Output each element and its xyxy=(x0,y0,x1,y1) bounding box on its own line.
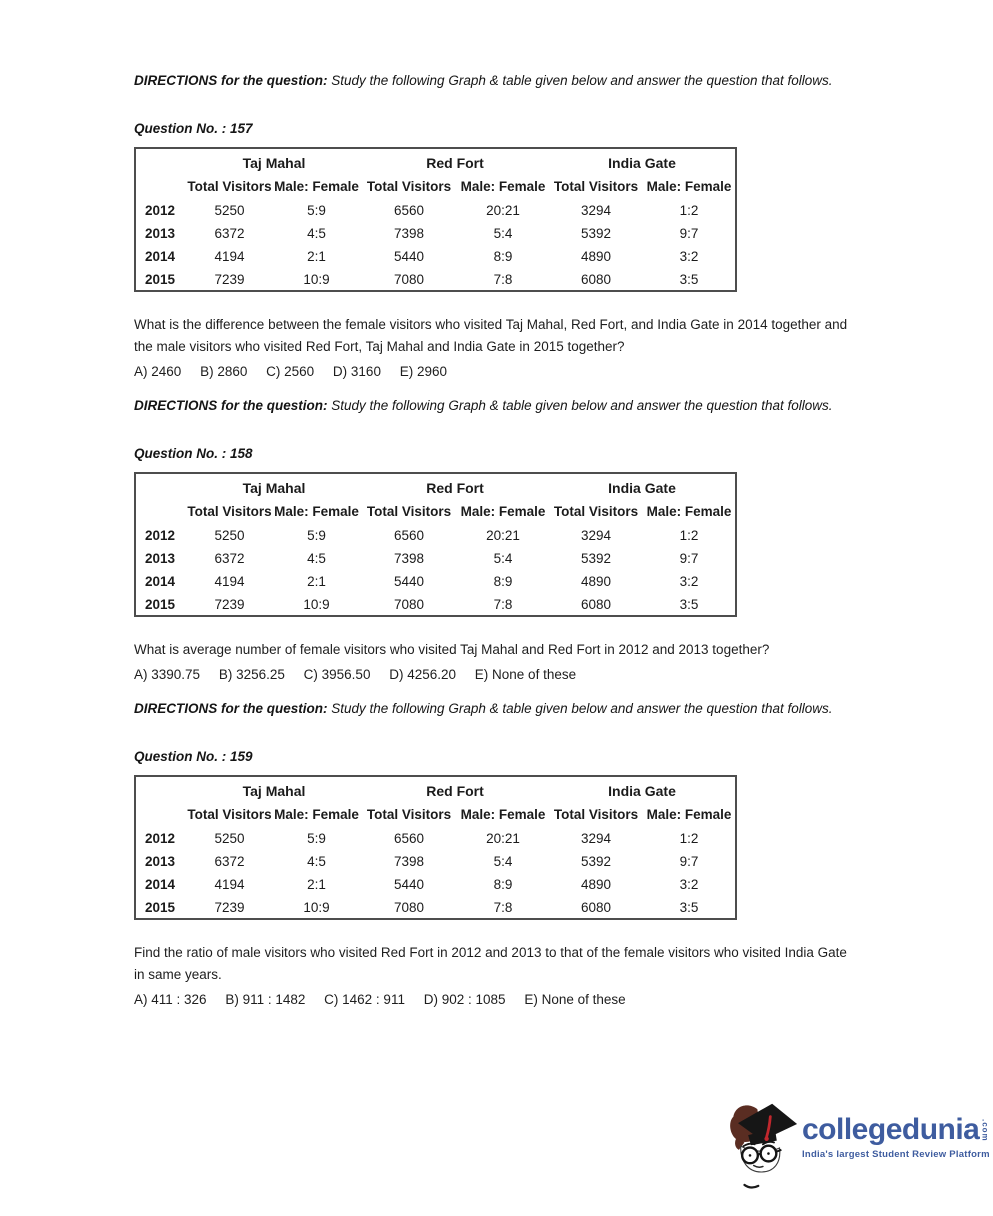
option-b: B) 2860 xyxy=(200,364,248,379)
value-cell: 5250 xyxy=(214,528,245,543)
question-number-label: Question No. : 159 xyxy=(134,749,253,764)
subheader-total-visitors: Total Visitors xyxy=(366,179,452,194)
subheader-male-female: Male: Female xyxy=(646,807,732,822)
directions-line xyxy=(134,73,880,89)
value-cell: 20:21 xyxy=(486,203,520,218)
answer-options xyxy=(134,364,880,380)
directions-text: Study the following Graph & table given below and answer the question that follows. xyxy=(327,73,833,88)
subheader-male-female: Male: Female xyxy=(274,504,359,519)
value-cell: 7239 xyxy=(214,271,245,287)
value-cell: 6372 xyxy=(214,551,245,566)
subheader-total-visitors: Total Visitors xyxy=(366,504,452,519)
group-header-red-fort: Red Fort xyxy=(426,783,484,799)
subheader-total-visitors: Total Visitors xyxy=(187,179,272,194)
answer-options xyxy=(134,992,880,1008)
logo-brand-text: collegedunia xyxy=(802,1113,980,1146)
value-cell: 5:4 xyxy=(493,854,513,869)
table-row xyxy=(135,547,736,570)
value-cell: 5:4 xyxy=(493,551,513,566)
table-corner-cell xyxy=(135,174,187,199)
value-cell: 7239 xyxy=(214,899,245,915)
table-row xyxy=(135,222,736,245)
question-section-158 xyxy=(134,398,880,683)
table-row xyxy=(135,850,736,873)
subheader-total-visitors: Total Visitors xyxy=(187,504,272,519)
subheader-total-visitors: Total Visitors xyxy=(553,179,639,194)
visitors-table xyxy=(134,472,737,617)
value-cell: 4194 xyxy=(214,877,245,892)
value-cell: 3:5 xyxy=(679,271,699,287)
value-cell: 7:8 xyxy=(493,596,513,612)
value-cell: 6080 xyxy=(580,596,612,612)
value-cell: 5440 xyxy=(393,877,425,892)
table-row xyxy=(135,593,736,616)
value-cell: 7239 xyxy=(214,596,245,612)
table-subheader-row xyxy=(135,802,736,827)
option-b: B) 3256.25 xyxy=(218,667,285,682)
value-cell: 1:2 xyxy=(679,203,699,218)
year-cell: 2012 xyxy=(145,528,176,543)
value-cell: 7080 xyxy=(393,596,425,612)
option-e: E) None of these xyxy=(524,992,626,1007)
subheader-male-female: Male: Female xyxy=(646,504,732,519)
question-section-159 xyxy=(134,701,880,1008)
value-cell: 5250 xyxy=(214,831,245,846)
visitors-table xyxy=(134,147,737,292)
table-corner-cell xyxy=(135,776,187,802)
value-cell: 7080 xyxy=(393,899,425,915)
value-cell: 4890 xyxy=(580,249,612,264)
question-text: What is average number of female visitors who visited Taj Mahal and Red Fort in 2012 and 2013 together? xyxy=(134,642,770,657)
value-cell: 4890 xyxy=(580,877,612,892)
question-number-label: Question No. : 157 xyxy=(134,121,253,136)
value-cell: 5392 xyxy=(580,226,612,241)
value-cell: 5:4 xyxy=(493,226,513,241)
table-row xyxy=(135,268,736,291)
subheader-male-female: Male: Female xyxy=(460,179,546,194)
year-cell: 2014 xyxy=(145,249,176,264)
subheader-total-visitors: Total Visitors xyxy=(187,807,272,822)
option-e: E) 2960 xyxy=(399,364,448,379)
table-subheader-row xyxy=(135,174,736,199)
value-cell: 3:2 xyxy=(679,249,699,264)
option-e: E) None of these xyxy=(474,667,577,682)
question-number-label: Question No. : 158 xyxy=(134,446,253,461)
value-cell: 4194 xyxy=(214,249,245,264)
value-cell: 3294 xyxy=(580,831,612,846)
value-cell: 7398 xyxy=(393,226,425,241)
value-cell: 6080 xyxy=(580,899,612,915)
option-c: C) 2560 xyxy=(266,364,315,379)
table-row xyxy=(135,199,736,222)
subheader-male-female: Male: Female xyxy=(646,179,732,194)
group-header-red-fort: Red Fort xyxy=(426,155,484,171)
option-a: A) 2460 xyxy=(134,364,182,379)
table-row xyxy=(135,570,736,593)
value-cell: 7:8 xyxy=(493,899,513,915)
collegedunia-mascot-icon xyxy=(726,1100,798,1196)
value-cell: 3:5 xyxy=(679,899,699,915)
subheader-male-female: Male: Female xyxy=(460,504,546,519)
value-cell: 3:2 xyxy=(679,574,699,589)
value-cell: 6372 xyxy=(214,226,245,241)
year-cell: 2014 xyxy=(145,877,176,892)
subheader-total-visitors: Total Visitors xyxy=(553,807,639,822)
directions-label: DIRECTIONS for the question: xyxy=(134,398,328,413)
value-cell: 5:9 xyxy=(307,203,326,218)
value-cell: 5440 xyxy=(393,574,425,589)
value-cell: 5440 xyxy=(393,249,425,264)
directions-line xyxy=(134,701,880,717)
visitors-table xyxy=(134,775,737,920)
table-row xyxy=(135,245,736,268)
value-cell: 6372 xyxy=(214,854,245,869)
option-b: B) 911 : 1482 xyxy=(225,992,306,1007)
group-header-taj-mahal: Taj Mahal xyxy=(242,783,306,799)
logo-tld-text: .com xyxy=(980,1119,990,1142)
table-row xyxy=(135,827,736,850)
year-cell: 2013 xyxy=(145,551,176,566)
table-row xyxy=(135,896,736,919)
subheader-male-female: Male: Female xyxy=(460,807,546,822)
subheader-male-female: Male: Female xyxy=(274,179,359,194)
year-cell: 2013 xyxy=(145,854,176,869)
value-cell: 1:2 xyxy=(679,831,699,846)
option-a: A) 3390.75 xyxy=(134,667,201,682)
directions-label: DIRECTIONS for the question: xyxy=(134,73,328,88)
year-cell: 2015 xyxy=(145,899,176,915)
option-c: C) 1462 : 911 xyxy=(324,992,405,1007)
value-cell: 20:21 xyxy=(486,831,520,846)
value-cell: 2:1 xyxy=(307,574,326,589)
value-cell: 7:8 xyxy=(493,271,513,287)
value-cell: 6560 xyxy=(393,831,425,846)
table-row xyxy=(135,873,736,896)
group-header-india-gate: India Gate xyxy=(608,480,676,496)
value-cell: 5392 xyxy=(580,854,612,869)
value-cell: 8:9 xyxy=(493,877,513,892)
directions-line xyxy=(134,398,880,414)
value-cell: 5250 xyxy=(214,203,245,218)
value-cell: 6560 xyxy=(393,528,425,543)
value-cell: 3294 xyxy=(580,528,612,543)
year-cell: 2013 xyxy=(145,226,176,241)
value-cell: 4:5 xyxy=(307,551,326,566)
value-cell: 10:9 xyxy=(303,899,330,915)
answer-options xyxy=(134,667,880,683)
value-cell: 20:21 xyxy=(486,528,520,543)
directions-text: Study the following Graph & table given below and answer the question that follows. xyxy=(327,398,833,413)
option-d: D) 4256.20 xyxy=(389,667,457,682)
value-cell: 2:1 xyxy=(307,249,326,264)
value-cell: 9:7 xyxy=(679,551,699,566)
value-cell: 5392 xyxy=(580,551,612,566)
value-cell: 4:5 xyxy=(307,854,326,869)
year-cell: 2012 xyxy=(145,203,176,218)
value-cell: 3:2 xyxy=(679,877,699,892)
value-cell: 5:9 xyxy=(307,528,326,543)
table-group-header-row xyxy=(135,473,736,499)
table-group-header-row xyxy=(135,776,736,802)
value-cell: 9:7 xyxy=(679,854,699,869)
year-cell: 2012 xyxy=(145,831,176,846)
subheader-male-female: Male: Female xyxy=(274,807,359,822)
logo-tagline: India's largest Student Review Platform xyxy=(802,1149,990,1160)
value-cell: 6560 xyxy=(393,203,425,218)
table-subheader-row xyxy=(135,499,736,524)
year-cell: 2015 xyxy=(145,271,176,287)
value-cell: 2:1 xyxy=(307,877,326,892)
group-header-taj-mahal: Taj Mahal xyxy=(242,155,306,171)
value-cell: 4:5 xyxy=(307,226,326,241)
value-cell: 4194 xyxy=(214,574,245,589)
directions-label: DIRECTIONS for the question: xyxy=(134,701,328,716)
question-text: Find the ratio of male visitors who visited Red Fort in 2012 and 2013 to that of the female visitors who visited India Gate in same years. xyxy=(134,945,847,982)
value-cell: 7398 xyxy=(393,551,425,566)
table-corner-cell xyxy=(135,499,187,524)
table-corner-cell xyxy=(135,802,187,827)
value-cell: 9:7 xyxy=(679,226,699,241)
value-cell: 8:9 xyxy=(493,249,513,264)
value-cell: 6080 xyxy=(580,271,612,287)
table-corner-cell xyxy=(135,148,187,174)
value-cell: 4890 xyxy=(580,574,612,589)
value-cell: 8:9 xyxy=(493,574,513,589)
group-header-india-gate: India Gate xyxy=(608,155,676,171)
value-cell: 3294 xyxy=(580,203,612,218)
year-cell: 2014 xyxy=(145,574,176,589)
value-cell: 10:9 xyxy=(303,271,330,287)
option-c: C) 3956.50 xyxy=(303,667,371,682)
table-corner-cell xyxy=(135,473,187,499)
directions-text: Study the following Graph & table given below and answer the question that follows. xyxy=(327,701,833,716)
value-cell: 3:5 xyxy=(679,596,699,612)
value-cell: 7398 xyxy=(393,854,425,869)
value-cell: 7080 xyxy=(393,271,425,287)
group-header-red-fort: Red Fort xyxy=(426,480,484,496)
subheader-total-visitors: Total Visitors xyxy=(366,807,452,822)
table-group-header-row xyxy=(135,148,736,174)
question-section-157 xyxy=(134,73,880,380)
option-d: D) 3160 xyxy=(332,364,381,379)
collegedunia-logo xyxy=(726,1100,990,1196)
value-cell: 10:9 xyxy=(303,596,330,612)
table-row xyxy=(135,524,736,547)
value-cell: 5:9 xyxy=(307,831,326,846)
subheader-total-visitors: Total Visitors xyxy=(553,504,639,519)
group-header-taj-mahal: Taj Mahal xyxy=(242,480,306,496)
option-d: D) 902 : 1085 xyxy=(423,992,506,1007)
year-cell: 2015 xyxy=(145,596,176,612)
option-a: A) 411 : 326 xyxy=(134,992,207,1007)
question-text: What is the difference between the female visitors who visited Taj Mahal, Red Fort, and India Gate in 2014 together and the male visitors who visited Red Fort, Taj Mahal and India Gate in 2015 together? xyxy=(134,317,848,354)
group-header-india-gate: India Gate xyxy=(608,783,676,799)
value-cell: 1:2 xyxy=(679,528,699,543)
